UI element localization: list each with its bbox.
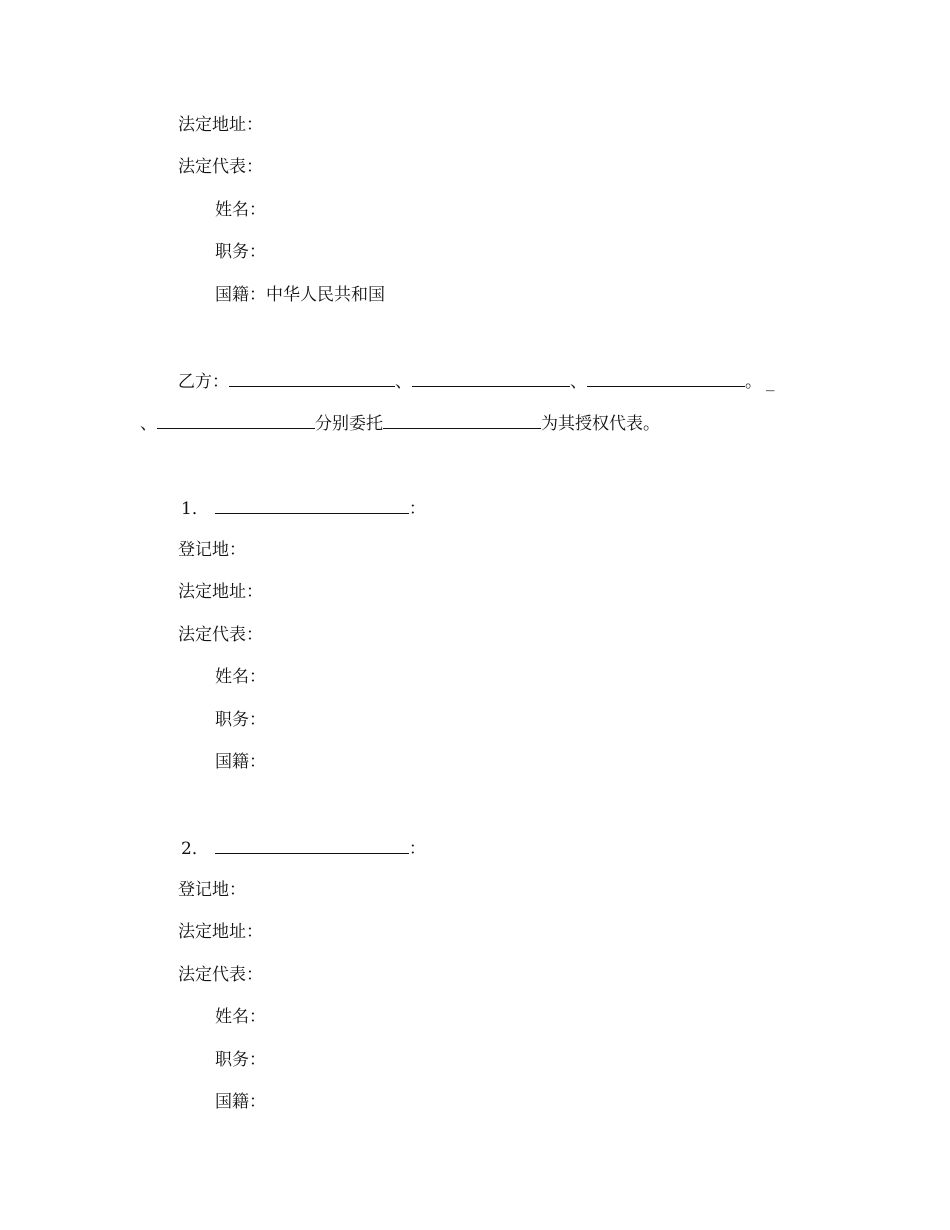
- party-b-blank-3[interactable]: [587, 370, 745, 387]
- name-label: 姓名：: [215, 667, 266, 687]
- separator: 、: [395, 372, 412, 392]
- party-b-blank-1[interactable]: [229, 370, 395, 387]
- party-b-blank-4[interactable]: [157, 412, 315, 429]
- nationality-label: 国籍：: [215, 752, 266, 772]
- title-label: 职务：: [215, 710, 266, 730]
- separator: 、: [570, 372, 587, 392]
- legal-rep-label: 法定代表：: [178, 965, 263, 985]
- name-label: 姓名：: [215, 200, 266, 220]
- entrust-text: 分别委托: [315, 414, 383, 434]
- entity-2-heading: [181, 837, 426, 860]
- nationality-line: [215, 284, 385, 306]
- nationality-label: 国籍：: [215, 1092, 266, 1112]
- title-label: 职务：: [215, 1050, 266, 1070]
- separator: 、: [140, 414, 157, 434]
- entity-number: 2．: [181, 839, 209, 859]
- rep-text: 为其授权代表。: [541, 414, 660, 434]
- entity-colon: ：: [408, 839, 426, 859]
- legal-rep-label: 法定代表：: [178, 157, 263, 177]
- registration-label: 登记地：: [178, 540, 246, 560]
- party-b-line: [178, 370, 775, 393]
- representative-blank[interactable]: [383, 412, 541, 429]
- entity-colon: ：: [408, 499, 426, 519]
- legal-rep-label: 法定代表：: [178, 625, 263, 645]
- registration-label: 登记地：: [178, 880, 246, 900]
- title-label: 职务：: [215, 242, 266, 262]
- name-label: 姓名：: [215, 1007, 266, 1027]
- nationality-value: 中华人民共和国: [266, 285, 385, 305]
- party-b-label: 乙方：: [178, 372, 229, 392]
- party-b-blank-2[interactable]: [412, 370, 570, 387]
- entity-2-name-blank[interactable]: [215, 837, 409, 854]
- entity-1-heading: [181, 497, 426, 520]
- legal-address-label: 法定地址：: [178, 582, 263, 602]
- entity-number: 1．: [181, 499, 209, 519]
- entity-1-name-blank[interactable]: [215, 497, 409, 514]
- period: 。: [745, 372, 762, 392]
- nationality-label: 国籍：: [215, 285, 266, 305]
- party-b-entrust-line: [140, 412, 660, 435]
- legal-address-label: 法定地址：: [178, 115, 263, 135]
- legal-address-label: 法定地址：: [178, 922, 263, 942]
- trailing-dash: _: [766, 372, 775, 392]
